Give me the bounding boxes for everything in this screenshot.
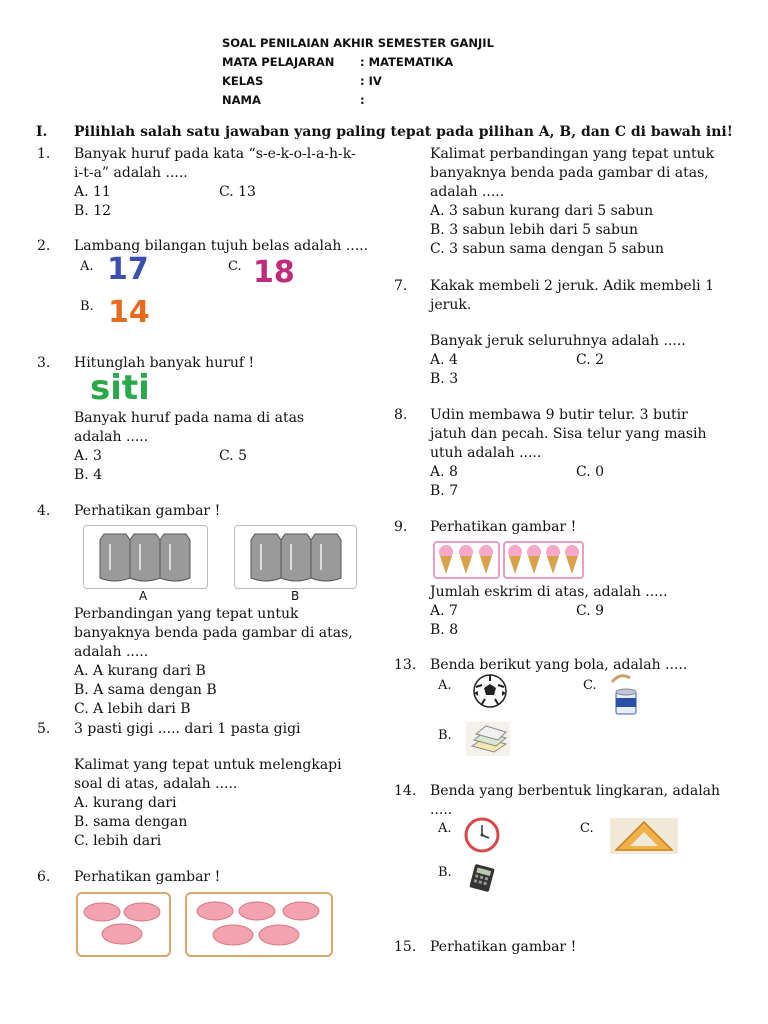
- milk-can-icon: [610, 672, 640, 716]
- q13-label-c: C.: [583, 678, 597, 693]
- q4-line3: adalah .....: [74, 644, 149, 660]
- q5-option-b: B. sama dengan: [74, 814, 188, 830]
- set-square-triangle-icon: [610, 818, 678, 854]
- header-value-subject: : MATEMATIKA: [360, 55, 454, 69]
- q13-text: Benda berikut yang bola, adalah .....: [430, 657, 688, 673]
- q4-option-c: C. A lebih dari B: [74, 701, 191, 717]
- q6-line3: adalah .....: [430, 184, 505, 200]
- q9-image-3-icecream: [433, 541, 500, 579]
- q14-label-b: B.: [438, 865, 452, 880]
- q4-label-a: A: [139, 589, 148, 603]
- q2-number: 2.: [37, 238, 51, 254]
- q7-option-b: B. 3: [430, 371, 459, 387]
- q14-line1: Benda yang berbentuk lingkaran, adalah: [430, 783, 721, 799]
- q13-label-a: A.: [438, 678, 452, 693]
- q6-image-3-soap: [76, 892, 171, 957]
- q4-image-a: [83, 525, 208, 589]
- q5-number: 5.: [37, 721, 51, 737]
- q4-option-a: A. A kurang dari B: [74, 663, 206, 679]
- q5-text: 3 pasti gigi ..... dari 1 pasta gigi: [74, 721, 301, 737]
- q2-number-17: 17: [107, 252, 149, 287]
- q2-label-b: B.: [80, 299, 94, 314]
- q9-number: 9.: [394, 519, 408, 535]
- q4-label-b: B: [291, 589, 300, 603]
- q2-number-14: 14: [108, 295, 150, 330]
- icecream-group-3-icon: [435, 543, 498, 577]
- q3-option-c: C. 5: [219, 448, 248, 464]
- q3-text: Hitunglah banyak huruf !: [74, 355, 255, 371]
- q7-option-a: A. 4: [430, 352, 458, 368]
- q6-image-5-soap: [185, 892, 333, 957]
- q1-line2: i-t-a” adalah .....: [74, 165, 188, 181]
- q9-text: Perhatikan gambar !: [430, 519, 577, 535]
- q9-option-c: C. 9: [576, 603, 605, 619]
- header-value-class: : IV: [360, 74, 382, 88]
- q8-line2: jatuh dan pecah. Sisa telur yang masih: [430, 426, 707, 442]
- q9-image-4-icecream: [503, 541, 584, 579]
- q13-label-b: B.: [438, 728, 452, 743]
- calculator-icon: [466, 862, 498, 894]
- q8-line3: utuh adalah .....: [430, 445, 542, 461]
- header-label-name: NAMA: [222, 93, 261, 107]
- q8-line1: Udin membawa 9 butir telur. 3 butir: [430, 407, 688, 423]
- q4-text: Perhatikan gambar !: [74, 503, 221, 519]
- header-label-subject: MATA PELAJARAN: [222, 55, 335, 69]
- q5-line1: Kalimat yang tepat untuk melengkapi: [74, 757, 342, 773]
- q1-option-c: C. 13: [219, 184, 256, 200]
- q7-number: 7.: [394, 278, 408, 294]
- icecream-group-4-icon: [505, 543, 582, 577]
- q6-option-a: A. 3 sabun kurang dari 5 sabun: [430, 203, 654, 219]
- q3-option-b: B. 4: [74, 467, 103, 483]
- q2-text: Lambang bilangan tujuh belas adalah .....: [74, 238, 369, 254]
- q2-label-c: C.: [228, 259, 242, 274]
- header-label-class: KELAS: [222, 74, 264, 88]
- q8-option-c: C. 0: [576, 464, 605, 480]
- q13-number: 13.: [394, 657, 417, 673]
- q5-line2: soal di atas, adalah .....: [74, 776, 238, 792]
- q3-line1: Banyak huruf pada nama di atas: [74, 410, 305, 426]
- q6-option-c: C. 3 sabun sama dengan 5 sabun: [430, 241, 664, 257]
- q4-number: 4.: [37, 503, 51, 519]
- q15-text: Perhatikan gambar !: [430, 939, 577, 955]
- section-instruction: Pilihlah salah satu jawaban yang paling tepat pada pilihan A, B, dan C di bawah ini!: [74, 124, 733, 140]
- q8-number: 8.: [394, 407, 408, 423]
- q14-label-a: A.: [438, 821, 452, 836]
- q5-option-c: C. lebih dari: [74, 833, 162, 849]
- books-stack-icon: [466, 722, 510, 756]
- q6-number: 6.: [37, 869, 51, 885]
- q9-option-a: A. 7: [430, 603, 458, 619]
- q6-text: Perhatikan gambar !: [74, 869, 221, 885]
- soap-group-3-icon: [78, 894, 169, 955]
- q2-label-a: A.: [80, 259, 94, 274]
- doc-title: SOAL PENILAIAN AKHIR SEMESTER GANJIL: [222, 36, 494, 50]
- q9-option-b: B. 8: [430, 622, 459, 638]
- q1-line1: Banyak huruf pada kata “s-e-k-o-l-a-h-k-: [74, 146, 356, 162]
- q3-line2: adalah .....: [74, 429, 149, 445]
- q7-option-c: C. 2: [576, 352, 605, 368]
- q6-line2: banyaknya benda pada gambar di atas,: [430, 165, 709, 181]
- wall-clock-icon: [464, 817, 500, 853]
- q7-line2: jeruk.: [430, 297, 472, 313]
- q8-option-b: B. 7: [430, 483, 459, 499]
- toothpaste-group-b-icon: [235, 526, 356, 588]
- q1-option-a: A. 11: [74, 184, 111, 200]
- q8-option-a: A. 8: [430, 464, 458, 480]
- q2-number-18: 18: [253, 255, 295, 290]
- q14-label-c: C.: [580, 821, 594, 836]
- q15-number: 15.: [394, 939, 417, 955]
- q3-number: 3.: [37, 355, 51, 371]
- q5-option-a: A. kurang dari: [74, 795, 177, 811]
- q1-option-b: B. 12: [74, 203, 112, 219]
- q6-option-b: B. 3 sabun lebih dari 5 sabun: [430, 222, 639, 238]
- q14-line2: .....: [430, 802, 453, 818]
- q9-line1: Jumlah eskrim di atas, adalah .....: [430, 584, 668, 600]
- header-value-name: :: [360, 93, 365, 107]
- q14-number: 14.: [394, 783, 417, 799]
- q3-word-image: siti: [90, 368, 150, 408]
- q6-line1: Kalimat perbandingan yang tepat untuk: [430, 146, 715, 162]
- section-number: I.: [36, 124, 48, 140]
- q7-line3: Banyak jeruk seluruhnya adalah .....: [430, 333, 686, 349]
- q4-line1: Perbandingan yang tepat untuk: [74, 606, 299, 622]
- soccer-ball-icon: [472, 673, 508, 709]
- q7-line1: Kakak membeli 2 jeruk. Adik membeli 1: [430, 278, 715, 294]
- soap-group-5-icon: [187, 894, 331, 955]
- q4-option-b: B. A sama dengan B: [74, 682, 217, 698]
- toothpaste-group-a-icon: [84, 526, 207, 588]
- q4-image-b: [234, 525, 357, 589]
- q3-option-a: A. 3: [74, 448, 102, 464]
- q4-line2: banyaknya benda pada gambar di atas,: [74, 625, 353, 641]
- q1-number: 1.: [37, 146, 51, 162]
